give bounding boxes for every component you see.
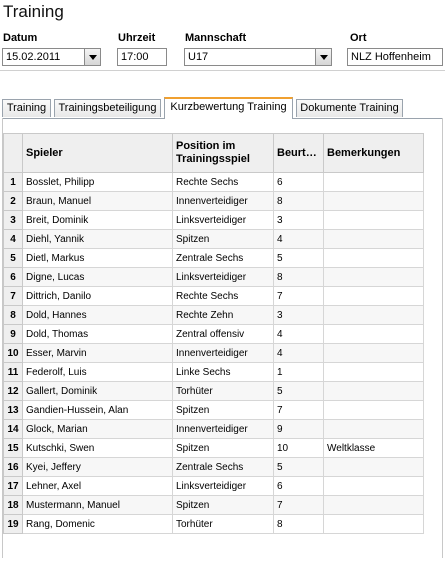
- cell-position[interactable]: Linksverteidiger: [173, 268, 274, 287]
- datum-value: 15.02.2011: [6, 51, 61, 63]
- table-row[interactable]: [4, 515, 424, 534]
- cell-bemerkungen[interactable]: [324, 192, 424, 211]
- cell-bemerkungen[interactable]: [324, 382, 424, 401]
- column-header-bemerkungen[interactable]: Bemerkungen: [324, 134, 424, 173]
- cell-spieler[interactable]: Mustermann, Manuel: [23, 496, 173, 515]
- cell-position[interactable]: Spitzen: [173, 230, 274, 249]
- cell-position[interactable]: Linksverteidiger: [173, 477, 274, 496]
- cell-spieler[interactable]: Dold, Thomas: [23, 325, 173, 344]
- mannschaft-field[interactable]: [184, 48, 332, 66]
- cell-bemerkungen[interactable]: [324, 230, 424, 249]
- cell-bemerkungen[interactable]: [324, 287, 424, 306]
- cell-bemerkungen[interactable]: [324, 268, 424, 287]
- cell-bemerkungen[interactable]: [324, 249, 424, 268]
- cell-position[interactable]: Linksverteidiger: [173, 211, 274, 230]
- row-number: 8: [4, 306, 23, 325]
- table-row[interactable]: [4, 458, 424, 477]
- row-number: 4: [4, 230, 23, 249]
- table-row[interactable]: [4, 439, 424, 458]
- mannschaft-label: Mannschaft: [185, 32, 247, 44]
- row-number: 12: [4, 382, 23, 401]
- cell-position[interactable]: Zentral offensiv: [173, 325, 274, 344]
- cell-position[interactable]: Innenverteidiger: [173, 192, 274, 211]
- chevron-down-icon: [89, 55, 97, 60]
- cell-spieler[interactable]: Dietl, Markus: [23, 249, 173, 268]
- cell-beurteilung[interactable]: 5: [274, 249, 324, 268]
- cell-beurteilung[interactable]: 5: [274, 382, 324, 401]
- cell-bemerkungen[interactable]: [324, 306, 424, 325]
- table-row[interactable]: [4, 268, 424, 287]
- column-header-beurteilung[interactable]: Beurt…: [274, 134, 324, 173]
- cell-beurteilung[interactable]: 7: [274, 496, 324, 515]
- cell-spieler[interactable]: Diehl, Yannik: [23, 230, 173, 249]
- row-number: 18: [4, 496, 23, 515]
- cell-bemerkungen[interactable]: [324, 401, 424, 420]
- table-row[interactable]: [4, 477, 424, 496]
- cell-spieler[interactable]: Gallert, Dominik: [23, 382, 173, 401]
- cell-beurteilung[interactable]: 8: [274, 192, 324, 211]
- cell-beurteilung[interactable]: 3: [274, 306, 324, 325]
- row-number: 14: [4, 420, 23, 439]
- cell-beurteilung[interactable]: 4: [274, 344, 324, 363]
- tab-kurzbewertung-training[interactable]: Kurzbewertung Training: [164, 97, 293, 119]
- cell-bemerkungen[interactable]: [324, 173, 424, 192]
- cell-position[interactable]: Linke Sechs: [173, 363, 274, 382]
- mannschaft-value: U17: [188, 51, 209, 63]
- table-row[interactable]: [4, 344, 424, 363]
- ort-value: NLZ Hoffenheim: [351, 51, 431, 63]
- cell-position[interactable]: Spitzen: [173, 496, 274, 515]
- row-number: 16: [4, 458, 23, 477]
- cell-bemerkungen[interactable]: [324, 325, 424, 344]
- page-title: Training: [3, 2, 64, 21]
- row-number: 3: [4, 211, 23, 230]
- cell-beurteilung[interactable]: 3: [274, 211, 324, 230]
- cell-position[interactable]: Rechte Zehn: [173, 306, 274, 325]
- cell-bemerkungen[interactable]: [324, 458, 424, 477]
- row-number: 6: [4, 268, 23, 287]
- cell-spieler[interactable]: Glock, Marian: [23, 420, 173, 439]
- uhrzeit-field[interactable]: [117, 48, 167, 66]
- table-row[interactable]: [4, 287, 424, 306]
- cell-beurteilung[interactable]: 5: [274, 458, 324, 477]
- datum-field[interactable]: [2, 48, 101, 66]
- cell-bemerkungen[interactable]: [324, 477, 424, 496]
- column-header-position[interactable]: Position im Trainingsspiel: [173, 134, 274, 173]
- row-number: 2: [4, 192, 23, 211]
- table-row[interactable]: [4, 173, 424, 192]
- table-row[interactable]: [4, 306, 424, 325]
- cell-beurteilung[interactable]: 7: [274, 401, 324, 420]
- cell-position[interactable]: Spitzen: [173, 439, 274, 458]
- cell-spieler[interactable]: Esser, Marvin: [23, 344, 173, 363]
- uhrzeit-value: 17:00: [121, 51, 149, 63]
- cell-beurteilung[interactable]: 4: [274, 230, 324, 249]
- cell-beurteilung[interactable]: 9: [274, 420, 324, 439]
- cell-beurteilung[interactable]: 4: [274, 325, 324, 344]
- row-number: 1: [4, 173, 23, 192]
- table-row[interactable]: [4, 211, 424, 230]
- cell-position[interactable]: Torhüter: [173, 382, 274, 401]
- cell-spieler[interactable]: Kyei, Jeffery: [23, 458, 173, 477]
- cell-beurteilung[interactable]: 6: [274, 477, 324, 496]
- table-row[interactable]: [4, 363, 424, 382]
- cell-spieler[interactable]: Dold, Hannes: [23, 306, 173, 325]
- cell-spieler[interactable]: Digne, Lucas: [23, 268, 173, 287]
- row-number: 19: [4, 515, 23, 534]
- cell-bemerkungen[interactable]: [324, 515, 424, 534]
- row-number: 7: [4, 287, 23, 306]
- tab-training[interactable]: Training: [2, 99, 51, 117]
- cell-bemerkungen[interactable]: [324, 420, 424, 439]
- ort-label: Ort: [350, 32, 367, 44]
- cell-bemerkungen[interactable]: [324, 211, 424, 230]
- row-number: 13: [4, 401, 23, 420]
- table-row[interactable]: [4, 496, 424, 515]
- table-row[interactable]: [4, 249, 424, 268]
- cell-position[interactable]: Rechte Sechs: [173, 287, 274, 306]
- cell-position[interactable]: Spitzen: [173, 401, 274, 420]
- cell-spieler[interactable]: Braun, Manuel: [23, 192, 173, 211]
- cell-bemerkungen[interactable]: [324, 496, 424, 515]
- rownum-header: [4, 134, 23, 173]
- cell-beurteilung[interactable]: 6: [274, 173, 324, 192]
- datum-dropdown-button[interactable]: [84, 49, 100, 65]
- row-number: 9: [4, 325, 23, 344]
- cell-position[interactable]: Innenverteidiger: [173, 344, 274, 363]
- divider: [0, 70, 445, 71]
- row-number: 15: [4, 439, 23, 458]
- table-row[interactable]: [4, 230, 424, 249]
- column-header-spieler[interactable]: Spieler: [23, 134, 173, 173]
- cell-bemerkungen[interactable]: [324, 344, 424, 363]
- mannschaft-dropdown-button[interactable]: [315, 49, 331, 65]
- tab-trainingsbeteiligung[interactable]: Trainingsbeteiligung: [54, 99, 161, 117]
- cell-position[interactable]: Zentrale Sechs: [173, 458, 274, 477]
- table-row[interactable]: [4, 382, 424, 401]
- cell-spieler[interactable]: Rang, Domenic: [23, 515, 173, 534]
- cell-beurteilung[interactable]: 7: [274, 287, 324, 306]
- cell-position[interactable]: Innenverteidiger: [173, 420, 274, 439]
- table-row[interactable]: [4, 192, 424, 211]
- cell-position[interactable]: Rechte Sechs: [173, 173, 274, 192]
- row-number: 5: [4, 249, 23, 268]
- cell-spieler[interactable]: Kutschki, Swen: [23, 439, 173, 458]
- table-row[interactable]: [4, 401, 424, 420]
- cell-position[interactable]: Zentrale Sechs: [173, 249, 274, 268]
- uhrzeit-label: Uhrzeit: [118, 32, 156, 44]
- cell-beurteilung[interactable]: 8: [274, 515, 324, 534]
- chevron-down-icon: [320, 55, 328, 60]
- kurzbewertung-table: [3, 133, 424, 534]
- cell-beurteilung[interactable]: 1: [274, 363, 324, 382]
- row-number: 10: [4, 344, 23, 363]
- cell-position[interactable]: Torhüter: [173, 515, 274, 534]
- cell-spieler[interactable]: Gandien-Hussein, Alan: [23, 401, 173, 420]
- datum-label: Datum: [3, 32, 38, 44]
- cell-spieler[interactable]: Dittrich, Danilo: [23, 287, 173, 306]
- cell-spieler[interactable]: Federolf, Luis: [23, 363, 173, 382]
- ort-field[interactable]: [347, 48, 443, 66]
- table-row[interactable]: [4, 325, 424, 344]
- tab-dokumente-training[interactable]: Dokumente Training: [296, 99, 403, 117]
- cell-beurteilung[interactable]: 10: [274, 439, 324, 458]
- cell-bemerkungen[interactable]: Weltklasse: [324, 439, 424, 458]
- cell-beurteilung[interactable]: 8: [274, 268, 324, 287]
- row-number: 11: [4, 363, 23, 382]
- tab-bar: [2, 97, 443, 119]
- cell-bemerkungen[interactable]: [324, 363, 424, 382]
- cell-spieler[interactable]: Bosslet, Philipp: [23, 173, 173, 192]
- cell-spieler[interactable]: Lehner, Axel: [23, 477, 173, 496]
- row-number: 17: [4, 477, 23, 496]
- table-row[interactable]: [4, 420, 424, 439]
- table-header-row: [4, 134, 424, 173]
- cell-spieler[interactable]: Breit, Dominik: [23, 211, 173, 230]
